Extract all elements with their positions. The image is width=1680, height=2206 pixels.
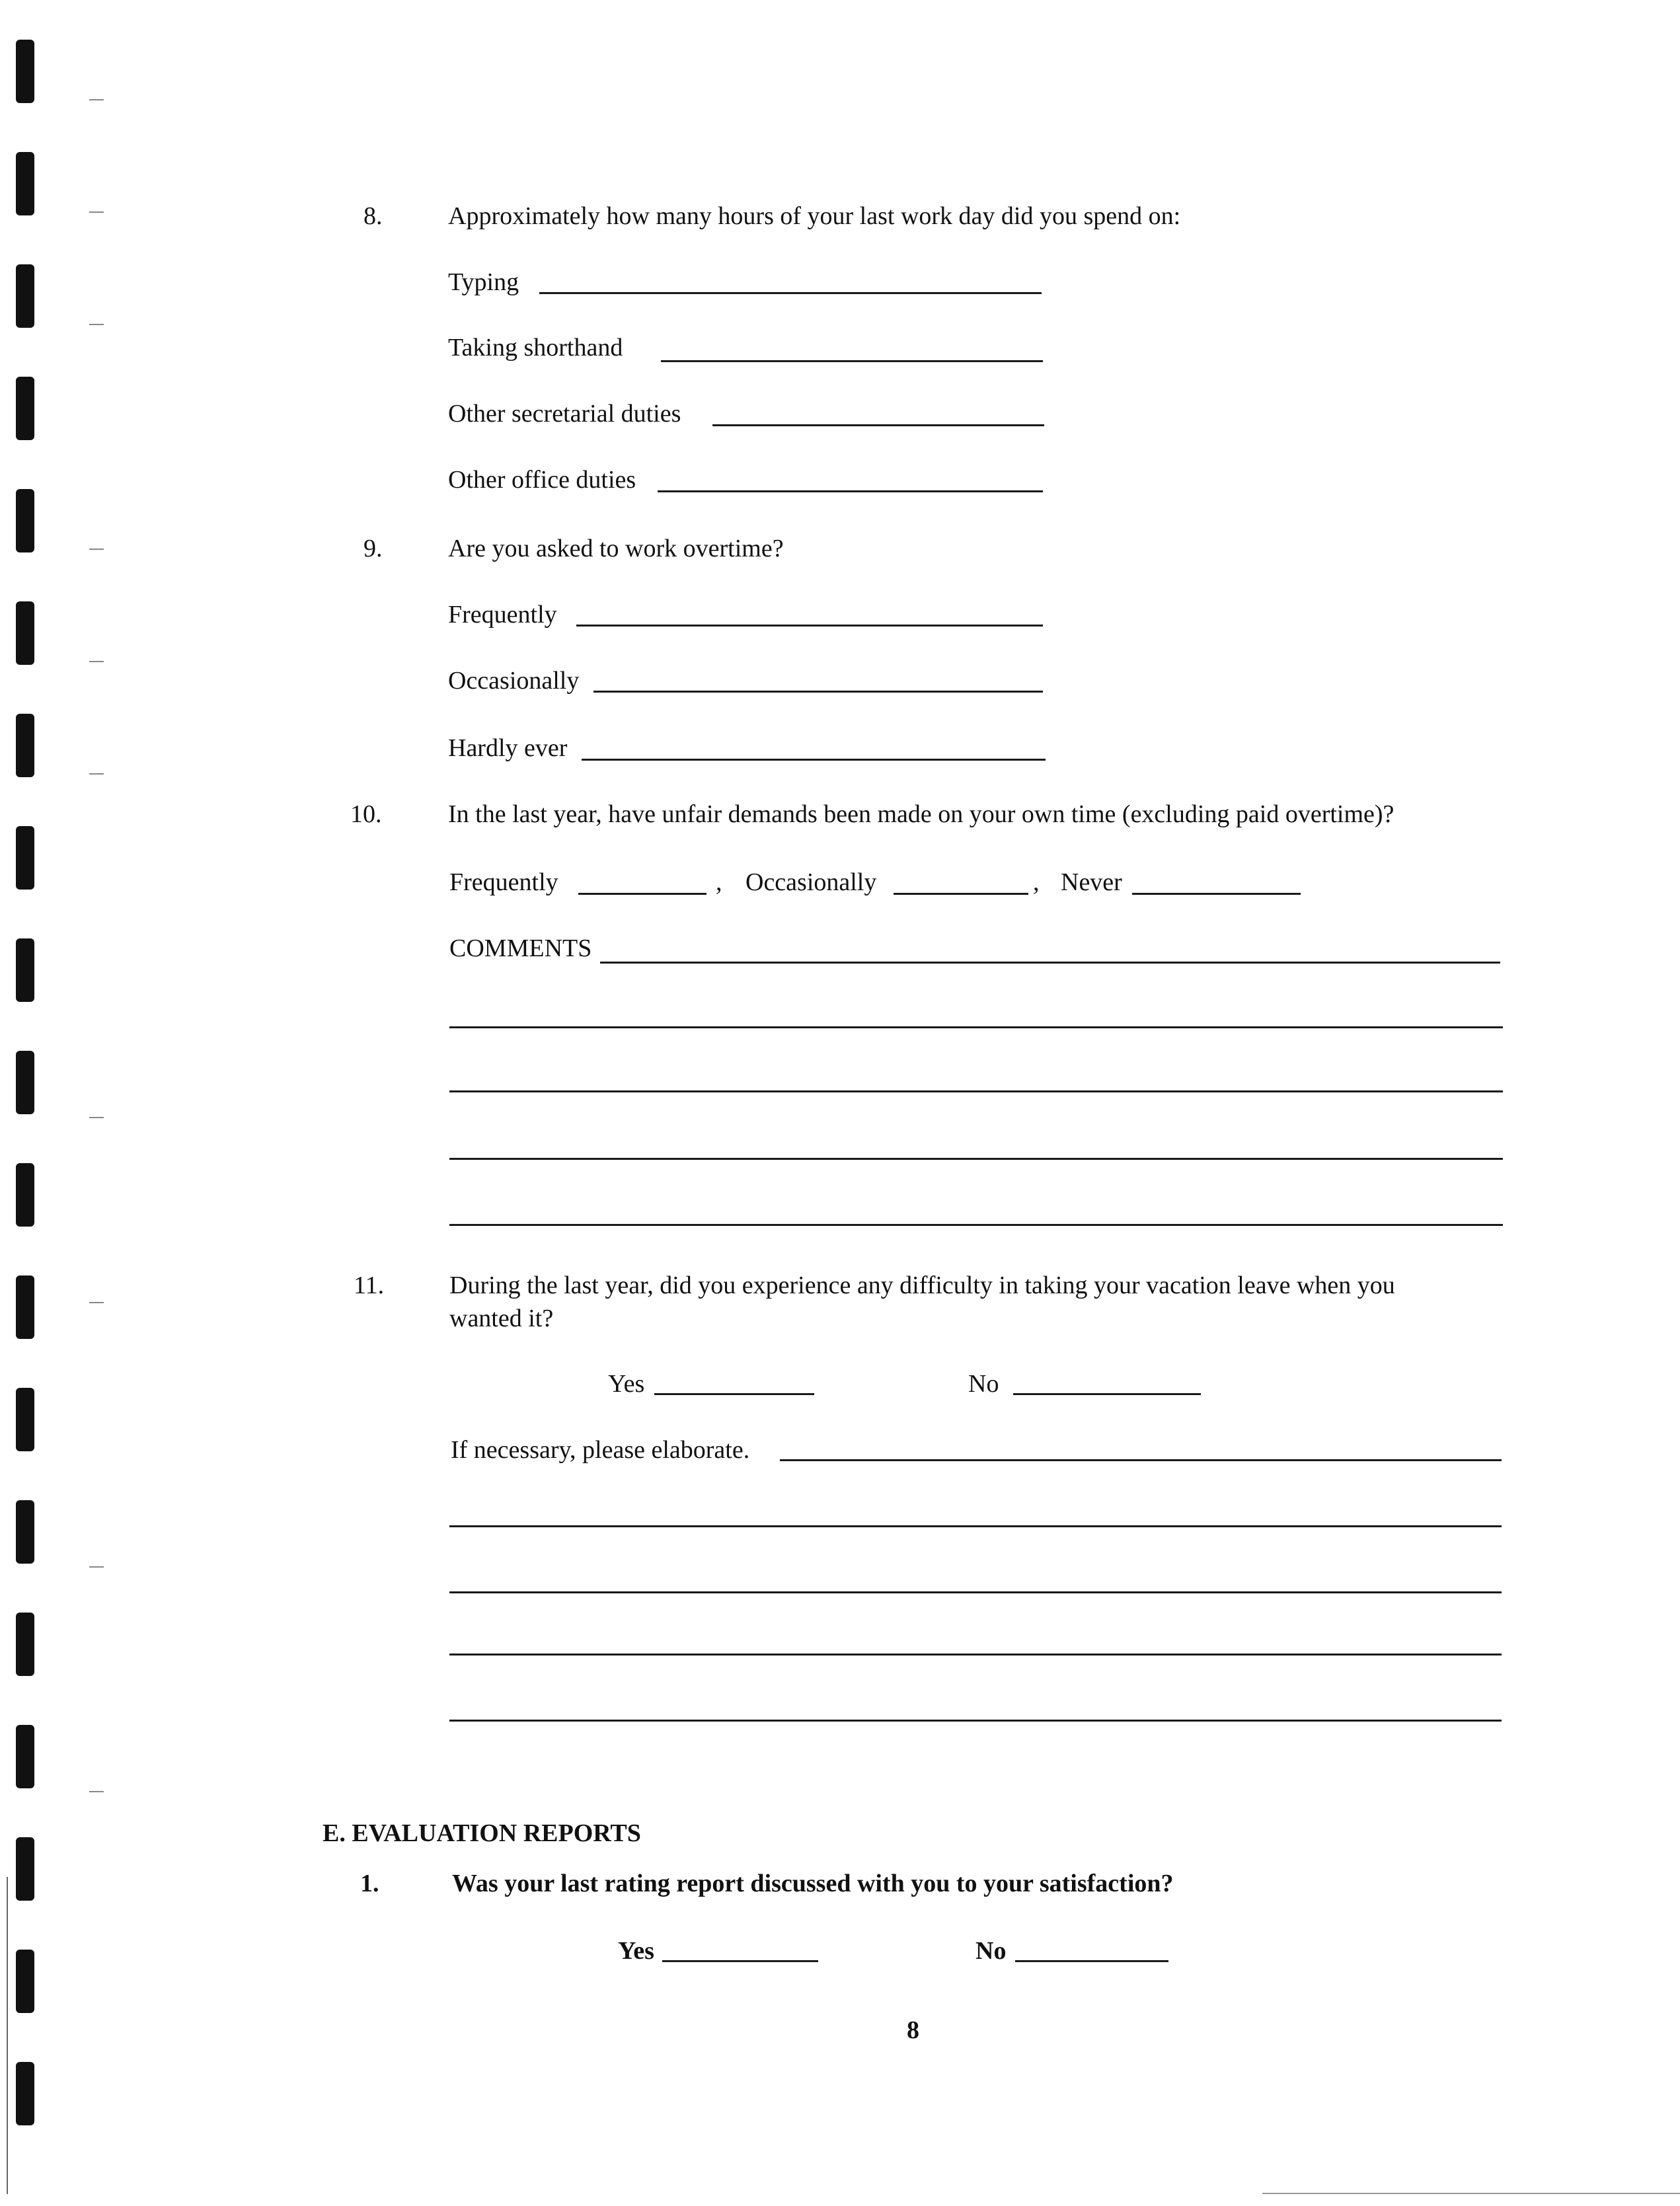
answer-label-shorthand: Taking shorthand [448, 334, 623, 361]
binder-hole [16, 1725, 34, 1788]
margin-tick [89, 1791, 104, 1792]
elaborate-line[interactable] [449, 1525, 1502, 1527]
yes-label: Yes [608, 1370, 645, 1398]
question-text: Are you asked to work overtime? [448, 535, 784, 562]
option-label-occasionally: Occasionally [745, 868, 877, 896]
answer-label-typing: Typing [448, 268, 519, 296]
binder-hole [16, 1500, 34, 1564]
binder-hole [16, 1837, 34, 1901]
answer-line-office[interactable] [658, 490, 1043, 492]
margin-tick [89, 1566, 104, 1568]
comments-label: COMMENTS [449, 934, 592, 962]
page-corner-edge [1262, 2193, 1680, 2194]
binder-hole [16, 1275, 34, 1339]
question-number: 9. [363, 535, 383, 562]
binder-hole [16, 264, 34, 328]
option-label-never: Never [1061, 868, 1122, 896]
binder-hole [16, 2062, 34, 2125]
binder-hole [16, 377, 34, 440]
answer-label-hardly-ever: Hardly ever [448, 734, 568, 762]
margin-tick [89, 661, 104, 662]
answer-line-frequently[interactable] [576, 625, 1043, 627]
answer-line-shorthand[interactable] [661, 360, 1043, 362]
question-text-line-1: During the last year, did you experience any difficulty in taking your vacation leave when you [449, 1272, 1395, 1299]
question-text: In the last year, have unfair demands been made on your own time (excluding paid overtime)? [448, 800, 1394, 828]
option-line-occasionally[interactable] [894, 893, 1028, 895]
question-text: Was your last rating report discussed with you to your satisfaction? [452, 1870, 1174, 1897]
elaborate-line[interactable] [449, 1654, 1502, 1655]
elaborate-line[interactable] [780, 1459, 1502, 1461]
yes-label: Yes [618, 1937, 654, 1965]
elaborate-line[interactable] [449, 1591, 1502, 1593]
question-number: 10. [350, 800, 382, 828]
margin-tick [89, 324, 104, 325]
margin-tick [89, 99, 104, 100]
binder-hole [16, 152, 34, 215]
binder-hole [16, 826, 34, 890]
answer-line-secretarial[interactable] [712, 424, 1044, 426]
binder-hole [16, 938, 34, 1002]
option-line-frequently[interactable] [578, 893, 706, 895]
question-text: Approximately how many hours of your last work day did you spend on: [448, 202, 1181, 230]
comments-line[interactable] [600, 962, 1500, 964]
comments-line[interactable] [449, 1224, 1503, 1226]
binder-hole [16, 714, 34, 777]
yes-answer-line[interactable] [654, 1393, 814, 1395]
binder-hole [16, 1163, 34, 1227]
binder-hole [16, 1388, 34, 1451]
question-number: 8. [363, 202, 383, 230]
page-number: 8 [907, 2016, 919, 2044]
elaborate-label: If necessary, please elaborate. [451, 1436, 750, 1464]
answer-label-office: Other office duties [448, 466, 636, 494]
answer-label-secretarial: Other secretarial duties [448, 400, 681, 428]
comma-separator: , [1033, 868, 1040, 896]
question-text-line-2: wanted it? [449, 1305, 554, 1332]
elaborate-line[interactable] [449, 1720, 1502, 1722]
answer-label-occasionally: Occasionally [448, 667, 580, 695]
section-heading: E. EVALUATION REPORTS [323, 1819, 641, 1847]
question-number: 11. [354, 1272, 385, 1299]
option-label-frequently: Frequently [449, 868, 558, 896]
margin-tick [89, 549, 104, 550]
no-label: No [975, 1937, 1007, 1965]
comments-line[interactable] [449, 1090, 1503, 1092]
binder-hole [16, 1950, 34, 2013]
yes-answer-line[interactable] [662, 1960, 818, 1962]
binder-hole [16, 601, 34, 665]
margin-tick [89, 1302, 104, 1303]
comma-separator: , [716, 868, 722, 896]
margin-tick [89, 773, 104, 775]
answer-label-frequently: Frequently [448, 601, 557, 628]
binder-hole [16, 489, 34, 552]
question-number: 1. [360, 1870, 379, 1897]
comments-line[interactable] [449, 1158, 1503, 1160]
margin-tick [89, 1117, 104, 1118]
answer-line-typing[interactable] [539, 292, 1042, 294]
margin-tick [89, 211, 104, 213]
binder-hole [16, 1051, 34, 1114]
option-line-never[interactable] [1132, 893, 1301, 895]
page-spine-edge [7, 1877, 8, 2194]
answer-line-hardly-ever[interactable] [582, 759, 1046, 761]
no-label: No [968, 1370, 999, 1398]
no-answer-line[interactable] [1015, 1960, 1168, 1962]
binder-hole [16, 40, 34, 103]
binder-hole [16, 1613, 34, 1676]
answer-line-occasionally[interactable] [593, 691, 1043, 693]
no-answer-line[interactable] [1013, 1393, 1201, 1395]
comments-line[interactable] [449, 1026, 1503, 1028]
